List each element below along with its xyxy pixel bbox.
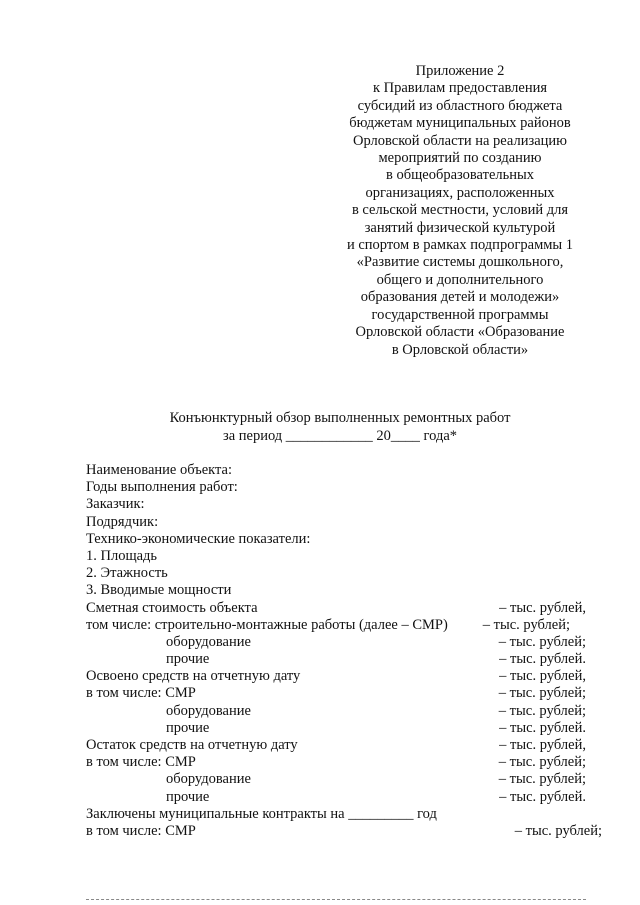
- row-other: [86, 789, 606, 806]
- field-label: Технико-экономические показатели:: [86, 530, 311, 547]
- row-label: Заключены муниципальные контракты на _________ год: [86, 805, 437, 822]
- row-value: – тыс. рублей;: [514, 822, 602, 839]
- row-label: прочие: [166, 719, 210, 736]
- row-label: в том числе: СМР: [86, 754, 196, 771]
- row-label: оборудование: [166, 702, 251, 719]
- appendix-line: бюджетам муниципальных районов: [349, 115, 571, 132]
- appendix-line: организациях, расположенных: [365, 184, 555, 201]
- row-equipment: [86, 771, 606, 788]
- title-line-1: Конъюнктурный обзор выполненных ремонтных работ: [169, 410, 511, 426]
- row-smr: [86, 823, 606, 840]
- row-label: оборудование: [166, 771, 251, 788]
- row-label: оборудование: [166, 633, 251, 650]
- document-title: [120, 409, 560, 445]
- appendix-line: общего и дополнительного: [376, 271, 544, 288]
- row-mastered: [86, 668, 606, 685]
- appendix-line: и спортом в рамках подпрограммы 1: [346, 237, 574, 254]
- appendix-line: мероприятий по созданию: [378, 150, 542, 167]
- row-balance: [86, 737, 606, 754]
- row-estimated-cost: [86, 600, 606, 617]
- row-smr: [86, 754, 606, 771]
- row-label: прочие: [166, 651, 210, 668]
- appendix-line: субсидий из областного бюджета: [357, 97, 563, 114]
- appendix-line: к Правилам предоставления: [372, 80, 548, 97]
- row-label: Остаток средств на отчетную дату: [86, 737, 298, 753]
- report-fields: [86, 462, 606, 840]
- row-value: – тыс. рублей.: [499, 788, 586, 805]
- appendix-line: образования детей и молодежи»: [360, 289, 560, 306]
- appendix-line: Приложение 2: [415, 63, 505, 79]
- appendix-header: [310, 63, 610, 359]
- field-customer: [86, 496, 606, 513]
- row-value: – тыс. рублей;: [482, 616, 570, 633]
- row-value: – тыс. рублей.: [499, 651, 586, 668]
- row-value: – тыс. рублей;: [498, 685, 586, 702]
- row-label: том числе: строительно-монтажные работы (далее – СМР): [86, 616, 448, 633]
- field-contractor: [86, 514, 606, 531]
- row-value: – тыс. рублей;: [498, 754, 586, 771]
- appendix-line: «Развитие системы дошкольного,: [356, 254, 564, 271]
- row-other: [86, 720, 606, 737]
- field-label: Годы выполнения работ:: [86, 479, 238, 496]
- appendix-line: в сельской местности, условий для: [351, 202, 569, 219]
- row-equipment: [86, 634, 606, 651]
- row-label: в том числе: СМР: [86, 822, 196, 839]
- field-label: Наименование объекта:: [86, 462, 232, 478]
- field-years: [86, 479, 606, 496]
- appendix-line: в Орловской области»: [391, 341, 529, 358]
- appendix-line: в общеобразовательных: [386, 167, 534, 184]
- row-value: – тыс. рублей,: [499, 668, 586, 685]
- row-label: Освоено средств на отчетную дату: [86, 668, 301, 685]
- field-floors: [86, 565, 606, 582]
- appendix-line: Орловской области на реализацию: [352, 132, 567, 149]
- title-line-2: за период ____________ 20____ года*: [222, 428, 458, 444]
- row-value: – тыс. рублей,: [499, 599, 586, 616]
- field-object-name: [86, 462, 606, 479]
- row-label: Сметная стоимость объекта: [86, 599, 258, 616]
- row-equipment: [86, 703, 606, 720]
- field-label: Подрядчик:: [86, 513, 159, 530]
- row-value: – тыс. рублей;: [498, 702, 586, 719]
- row-smr: [86, 617, 606, 634]
- row-value: – тыс. рублей;: [498, 633, 586, 650]
- row-smr: [86, 685, 606, 702]
- row-contracts: [86, 806, 606, 823]
- page-bottom-rule: [86, 899, 586, 900]
- row-value: – тыс. рублей.: [499, 719, 586, 736]
- field-label: 2. Этажность: [86, 565, 168, 582]
- appendix-line: занятий физической культурой: [364, 219, 556, 236]
- row-other: [86, 651, 606, 668]
- field-tech-indicators: [86, 531, 606, 548]
- row-label: в том числе: СМР: [86, 685, 196, 702]
- appendix-line: Орловской области «Образование: [355, 324, 565, 341]
- field-label: 1. Площадь: [86, 547, 158, 564]
- field-label: 3. Вводимые мощности: [86, 582, 232, 599]
- field-label: Заказчик:: [86, 496, 145, 513]
- field-capacity: [86, 582, 606, 599]
- row-label: прочие: [166, 788, 210, 805]
- appendix-line: государственной программы: [371, 306, 549, 323]
- row-value: – тыс. рублей;: [498, 771, 586, 788]
- row-value: – тыс. рублей,: [499, 737, 586, 753]
- field-area: [86, 548, 606, 565]
